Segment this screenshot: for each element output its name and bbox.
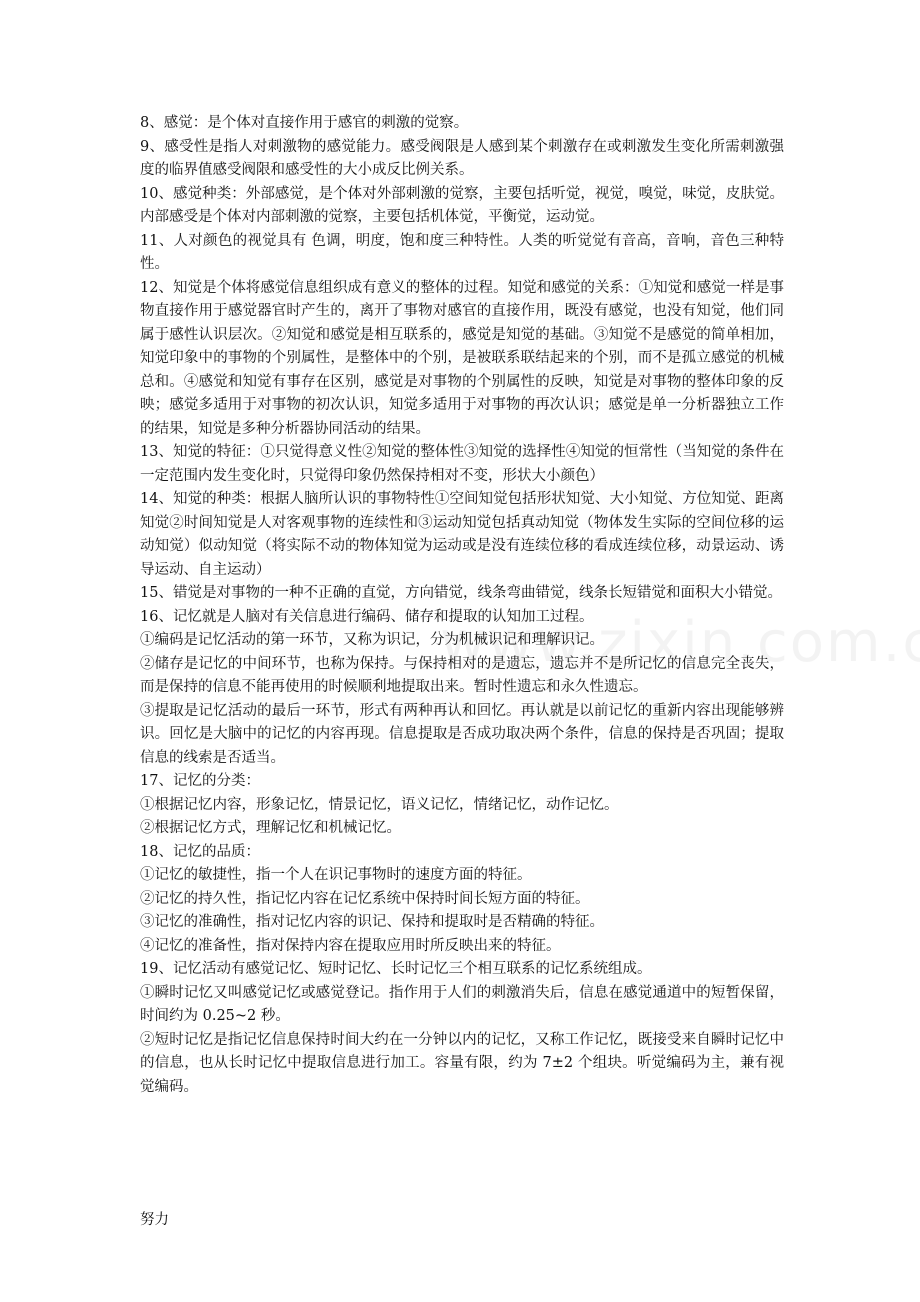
paragraph: ②记忆的持久性，指记忆内容在记忆系统中保持时间长短方面的特征。 (140, 890, 590, 907)
paragraph: ①瞬时记忆又叫感觉记忆或感觉登记。指作用于人们的刺激消失后，信息在感觉通道中的短暂保留，时间约为 0.25~2 秒。 (140, 984, 784, 1024)
paragraph: ②根据记忆方式，理解记忆和机械记忆。 (140, 820, 401, 836)
page-footer: 努力 (140, 1212, 169, 1228)
paragraph: ③提取是记忆活动的最后一环节，形式有两种再认和回忆。再认就是以前记忆的重新内容出现能够辨识。回忆是大脑中的记忆的内容再现。信息提取是否成功取决两个条件，信息的保持是否巩固；提取信息的线索是否适当。 (140, 702, 784, 766)
paragraph: 8、感觉：是个体对直接作用于感官的刺激的觉察。 (140, 115, 469, 131)
paragraph: ①记忆的敏捷性，指一个人在识记事物时的速度方面的特征。 (140, 867, 532, 883)
paragraph: 17、记忆的分类： (140, 773, 260, 789)
paragraph: 9、感受性是指人对刺激物的感觉能力。感受阀限是人感到某个刺激存在或刺激发生变化所需刺激强度的临界值感受阀限和感受性的大小成反比例关系。 (140, 138, 784, 178)
paragraph: ④记忆的准备性，指对保持内容在提取应用时所反映出来的特征。 (140, 937, 561, 954)
paragraph: 19、记忆活动有感觉记忆、短时记忆、长时记忆三个相互联系的记忆系统组成。 (140, 961, 652, 977)
paragraph: ②储存是记忆的中间环节，也称为保持。与保持相对的是遗忘，遗忘并不是所记忆的信息完全丧失，而是保持的信息不能再使用的时候顺利地提取出来。暂时性遗忘和永久性遗忘。 (140, 655, 784, 695)
paragraph: 15、错觉是对事物的一种不正确的直觉，方向错觉，线条弯曲错觉，线条长短错觉和面积大小错觉。 (140, 585, 782, 601)
paragraph: 11、人对颜色的视觉具有 色调，明度，饱和度三种特性。人类的听觉觉有音高，音响，音色三种特性。 (140, 232, 784, 272)
paragraph: 14、知觉的种类：根据人脑所认识的事物特性①空间知觉包括形状知觉、大小知觉、方位知觉、距离知觉②时间知觉是人对客观事物的连续性和③运动知觉包括真动知觉（物体发生实际的空间位移的运动知觉）似动知觉（将实际不动的物体知觉为运动或是没有连续位移的看成连续位移，动景运动、诱导运动、自主运动） (140, 491, 784, 578)
paragraph: 12、知觉是个体将感觉信息组织成有意义的整体的过程。知觉和感觉的关系：①知觉和感觉一样是事物直接作用于感觉器官时产生的，离开了事物对感官的直接作用，既没有感觉，也没有知觉，他们同属于感性认识层次。②知觉和感觉是相互联系的，感觉是知觉的基础。③知觉不是感觉的简单相加，知觉印象中的事物的个别属性，是整体中的个别，是被联系联结起来的个别，而不是孤立感觉的机械总和。④感觉和知觉有事存在区别，感觉是对事物的个别属性的反映，知觉是对事物的整体印象的反映；感觉多适用于对事物的初次认识，知觉多适用于对事物的再次认识；感觉是单一分析器独立工作的结果，知觉是多种分析器协同活动的结果。 (140, 279, 784, 437)
document-body (140, 112, 784, 1099)
paragraph: 16、记忆就是人脑对有关信息进行编码、储存和提取的认知加工过程。 (140, 608, 594, 625)
paragraph: 10、感觉种类：外部感觉，是个体对外部刺激的觉察，主要包括听觉，视觉，嗅觉，味觉，皮肤觉。 内部感受是个体对内部刺激的觉察，主要包括机体觉，平衡觉，运动觉。 (140, 185, 784, 225)
paragraph: ①根据记忆内容，形象记忆，情景记忆，语义记忆，情绪记忆，动作记忆。 (140, 796, 619, 813)
paragraph: ②短时记忆是指记忆信息保持时间大约在一分钟以内的记忆，又称工作记忆，既接受来自瞬时记忆中的信息，也从长时记忆中提取信息进行加工。容量有限，约为 7±2 个组块。听觉编码为主，兼有视觉编码。 (140, 1031, 784, 1095)
paragraph: 18、记忆的品质： (140, 843, 260, 860)
paragraph: ③记忆的准确性，指对记忆内容的识记、保持和提取时是否精确的特征。 (140, 914, 604, 930)
paragraph: ①编码是记忆活动的第一环节，又称为识记，分为机械识记和理解识记。 (140, 632, 604, 648)
paragraph: 13、知觉的特征：①只觉得意义性②知觉的整体性③知觉的选择性④知觉的恒常性（当知觉的条件在一定范围内发生变化时，只觉得印象仍然保持相对不变，形状大小颜色） (140, 444, 784, 484)
